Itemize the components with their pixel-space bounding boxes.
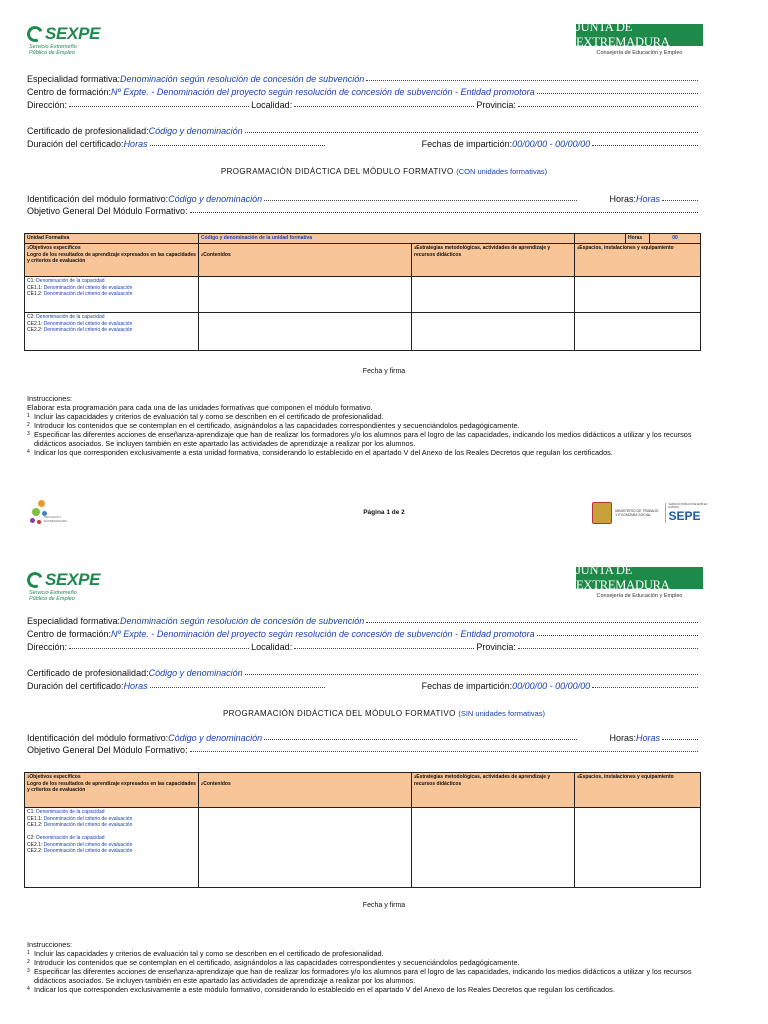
table-header: [25, 244, 701, 277]
objetivo-line: [27, 745, 700, 755]
sexpe-name: SEXPE: [45, 24, 101, 43]
instruccion-text: Incluir las capacidades y criterios de evaluación tal y como se describen en el certificado de profesionalidad.: [34, 412, 384, 421]
col-espacios-header: $^4$Espacios, instalaciones y equipamiento: [575, 244, 701, 277]
col2-title: Contenidos: [203, 251, 231, 258]
col3-title: Estrategias metodológicas, actividades de aprendizaje y recursos didácticos: [414, 245, 551, 258]
capacidad-cell-2[interactable]: [25, 313, 199, 351]
centro-line: [27, 629, 700, 639]
c2-value: Denominación de la capacidad: [36, 314, 105, 320]
objetivo-label: Objetivo General Del Módulo Formativo:: [27, 206, 188, 216]
c2-label: C2:: [27, 314, 37, 320]
duracion-label: Duración del certificado:: [27, 681, 124, 691]
duracion-value[interactable]: Horas: [123, 139, 148, 149]
horas-value[interactable]: Horas: [635, 194, 660, 204]
sexpe-mark-icon: [25, 570, 46, 591]
certificado-line: [27, 668, 700, 678]
especialidad-label: Especialidad formativa:: [27, 616, 121, 626]
c2-label: C2:: [27, 835, 37, 841]
ident-label: Identificación del módulo formativo:: [27, 194, 169, 204]
centro-value[interactable]: Nº Expte. - Denominación del proyecto según resolución de concesión de subvención - Entidad promotora: [111, 629, 535, 639]
horas-label: Horas:: [609, 733, 636, 743]
contenidos-cell[interactable]: [199, 808, 412, 888]
proyecto-label: PROYECTO EXTREMADURA: [44, 515, 68, 523]
ce12-value: Denominación del criterio de evaluación: [43, 822, 133, 828]
col1-title: Objetivos específicos: [29, 245, 81, 251]
instruccion-text: Especificar las diferentes acciones de enseñanza-aprendizaje que han de realizar los formadores y/o los alumnos para el logro de las capacidades, indicando los medios didácticos a utilizar y los recursos didácticos asociados. Se incluyen también en este apartado las actividades de aprendizaje a realizar por los alumnos.: [34, 967, 692, 985]
espacios-cell-2[interactable]: [575, 313, 701, 351]
centro-label: Centro de formación:: [27, 629, 112, 639]
objetivo-label: Objetivo General Del Módulo Formativo:: [27, 745, 188, 755]
centro-label: Centro de formación:: [27, 87, 112, 97]
instrucciones-1: [27, 394, 717, 457]
duracion-line: [27, 681, 700, 691]
localidad-label: Localidad:: [251, 642, 293, 652]
table-row: [25, 808, 701, 888]
sexpe-name: SEXPE: [45, 570, 101, 589]
instruccion-item: 3 Especificar las diferentes acciones de enseñanza-aprendizaje que han de realizar los formadores y/o los alumnos para el logro de las capacidades, indicando los medios didácticos a utilizar y los recursos didácticos asociados. Se incluyen también en este apartado las actividades de aprendizaje a realizar por los alumnos.: [27, 430, 717, 448]
fechas-value[interactable]: 00/00/00 - 00/00/00: [512, 681, 591, 691]
ce22-label: CE2.2:: [27, 327, 44, 333]
especialidad-value[interactable]: Denominación según resolución de concesión de subvención: [120, 74, 365, 84]
uf-value[interactable]: Código y denominación de la unidad formativa: [199, 234, 575, 244]
table-row: [25, 277, 701, 313]
col-contenidos-header: $^2$Contenidos: [199, 244, 412, 277]
instrucciones-title: Instrucciones:: [27, 394, 73, 403]
sexpe-logo: [27, 570, 100, 602]
ce22-value: Denominación del criterio de evaluación: [43, 848, 133, 854]
page1-title-note: (CON unidades formativas): [456, 167, 548, 176]
instruccion-item: 1 Incluir las capacidades y criterios de evaluación tal y como se describen en el certificado de profesionalidad.: [27, 949, 717, 958]
ce12-label: CE1.2:: [27, 291, 44, 297]
certificado-label: Certificado de profesionalidad:: [27, 126, 149, 136]
ce22-value: Denominación del criterio de evaluación: [43, 327, 133, 333]
fechas-label: Fechas de impartición:: [421, 681, 513, 691]
duracion-label: Duración del certificado:: [27, 139, 124, 149]
fechas-label: Fechas de impartición:: [421, 139, 513, 149]
contenidos-cell-2[interactable]: [199, 313, 412, 351]
c1-value: Denominación de la capacidad: [36, 809, 105, 815]
direccion-label: Dirección:: [27, 642, 68, 652]
col4-title: Espacios, instalaciones y equipamiento: [579, 245, 674, 251]
contenidos-cell-1[interactable]: [199, 277, 412, 313]
programacion-table-1: [24, 233, 701, 351]
instruccion-item: 1 Incluir las capacidades y criterios de evaluación tal y como se describen en el certificado de profesionalidad.: [27, 412, 717, 421]
col1-sub: Logro de los resultados de aprendizaje expresados en las capacidades y criterios de evaluación: [27, 780, 196, 793]
ce11-label: CE1.1:: [27, 284, 44, 291]
instruccion-text: Especificar las diferentes acciones de enseñanza-aprendizaje que han de realizar los formadores y/o los alumnos para el logro de las capacidades, indicando los medios didácticos a utilizar y los recursos didácticos asociados. Se incluyen también en este apartado las actividades de aprendizaje a realizar por los alumnos.: [34, 430, 692, 448]
c2-value: Denominación de la capacidad: [36, 835, 105, 841]
sexpe-sub1: Servicio Extremeño: [29, 590, 77, 596]
instruccion-text: Indicar los que corresponden exclusivamente a este módulo formativo, considerando lo establecido en el apartado V del Anexo de los Reales Decretos que regulan los certificados.: [34, 985, 615, 994]
sexpe-logo: [27, 24, 100, 56]
c1-label: C1:: [27, 278, 37, 284]
ce11-value: Denominación del criterio de evaluación: [43, 284, 133, 291]
sepe-sub: SERVICIO PÚBLICO DE EMPLEO ESTATAL: [668, 503, 708, 509]
uf-row: [25, 234, 701, 244]
junta-subtitle: Consejería de Educación y Empleo: [596, 50, 683, 56]
col-estrategias-header: $^3$Estrategias metodológicas, actividades de aprendizaje y recursos didácticos: [412, 773, 575, 808]
estrategias-cell[interactable]: [412, 808, 575, 888]
page2-title: [0, 709, 768, 718]
page1-title: [0, 167, 768, 176]
ce22-label: CE2.2:: [27, 848, 44, 854]
junta-logo: JUNTA DE EXTREMADURA: [576, 567, 703, 589]
direccion-field[interactable]: [69, 100, 249, 107]
col-objetivos-header: $^1$Objetivos específicos Logro de los resultados de aprendizaje expresados en las capacidades y criterios de evaluación: [25, 773, 199, 808]
instruccion-item: 3 Especificar las diferentes acciones de enseñanza-aprendizaje que han de realizar los formadores y/o los alumnos para el logro de las capacidades, indicando los medios didácticos a utilizar y los recursos didácticos asociados. Se incluyen también en este apartado las actividades de aprendizaje a realizar por los alumnos.: [27, 967, 717, 985]
ministerio-sepe-logo: [592, 501, 714, 525]
direccion-line: [27, 100, 700, 110]
instruccion-text: Introducir los contenidos que se contemplan en el certificado, asignándolos a las capacidades correspondientes y secuenciándolos pedagógicamente.: [34, 421, 520, 430]
objetivo-line: [27, 206, 700, 216]
col-estrategias-header: $^3$Estrategias metodológicas, actividades de aprendizaje y recursos didácticos: [412, 244, 575, 277]
especialidad-line: [27, 74, 700, 84]
instruccion-text: Indicar los que corresponden exclusivamente a esta unidad formativa, considerando lo establecido en el apartado V del Anexo de los Reales Decretos que regulan los certificados.: [34, 448, 613, 457]
provincia-field[interactable]: [518, 100, 698, 107]
instruccion-text: Incluir las capacidades y criterios de evaluación tal y como se describen en el certificado de profesionalidad.: [34, 949, 384, 958]
col3-title: Estrategias metodológicas, actividades de aprendizaje y recursos didácticos: [414, 774, 551, 787]
ce11-label: CE1.1:: [27, 815, 44, 822]
centro-value[interactable]: Nº Expte. - Denominación del proyecto según resolución de concesión de subvención - Entidad promotora: [111, 87, 535, 97]
page-2: [0, 540, 768, 1024]
certificado-label: Certificado de profesionalidad:: [27, 668, 149, 678]
instrucciones-intro: Elaborar esta programación para cada una de las unidades formativas que componen el módulo formativo.: [27, 403, 373, 412]
instrucciones-title: Instrucciones:: [27, 940, 73, 949]
ident-value[interactable]: Código y denominación: [168, 733, 263, 743]
certificado-value[interactable]: Código y denominación: [148, 668, 243, 678]
sexpe-sub1: Servicio Extremeño: [29, 44, 77, 50]
programacion-table-2: [24, 772, 701, 888]
junta-subtitle: Consejería de Educación y Empleo: [596, 593, 683, 599]
uf-horas-value[interactable]: 00: [650, 234, 701, 244]
instruccion-item: 4 Indicar los que corresponden exclusivamente a esta unidad formativa, considerando lo establecido en el apartado V del Anexo de los Reales Decretos que regulan los certificados.: [27, 448, 717, 457]
ce12-label: CE1.2:: [27, 822, 44, 828]
duracion-line: [27, 139, 700, 149]
ministerio-label: MINISTERIO DE TRABAJO Y ECONOMÍA SOCIAL: [615, 509, 659, 517]
sexpe-mark-icon: [25, 24, 46, 45]
page-number: Página 1 de 2: [363, 509, 405, 516]
table-header: [25, 773, 701, 808]
instruccion-text: Introducir los contenidos que se contemplan en el certificado, asignándolos a las capacidades correspondientes y secuenciándolos pedagógicamente.: [34, 958, 520, 967]
objetivo-field[interactable]: [190, 745, 698, 752]
ce12-value: Denominación del criterio de evaluación: [43, 291, 133, 297]
uf-horas-label: Horas: [626, 234, 650, 244]
ident-label: Identificación del módulo formativo:: [27, 733, 169, 743]
duracion-value[interactable]: Horas: [123, 681, 148, 691]
objetivo-field[interactable]: [190, 206, 698, 213]
sepe-label: SEPE: [668, 509, 701, 523]
table-row: [25, 313, 701, 351]
col-objetivos-header: $^1$Objetivos específicos Logro de los resultados de aprendizaje expresados en las capacidades y criterios de evaluación: [25, 244, 199, 277]
instrucciones-2: [27, 940, 717, 994]
localidad-label: Localidad:: [251, 100, 293, 110]
ce11-value: Denominación del criterio de evaluación: [43, 815, 133, 822]
direccion-line: [27, 642, 700, 652]
ce21-label: CE2.1:: [27, 841, 44, 848]
junta-logo: JUNTA DE EXTREMADURA: [576, 24, 703, 46]
direccion-label: Dirección:: [27, 100, 68, 110]
direccion-field[interactable]: [69, 642, 249, 649]
horas-value[interactable]: Horas: [635, 733, 660, 743]
instruccion-item: 4 Indicar los que corresponden exclusivamente a este módulo formativo, considerando lo establecido en el apartado V del Anexo de los Reales Decretos que regulan los certificados.: [27, 985, 717, 994]
espacios-cell[interactable]: [575, 808, 701, 888]
page1-title-main: PROGRAMACIÓN DIDÁCTICA DEL MÓDULO FORMATIVO: [220, 167, 457, 176]
ce21-value: Denominación del criterio de evaluación: [43, 841, 133, 848]
capacidades-cell[interactable]: [25, 808, 199, 888]
page2-title-main: PROGRAMACIÓN DIDÁCTICA DEL MÓDULO FORMATIVO: [222, 709, 459, 718]
especialidad-label: Especialidad formativa:: [27, 74, 121, 84]
col-espacios-header: $^4$Espacios, instalaciones y equipamiento: [575, 773, 701, 808]
escudo-icon: [592, 502, 612, 524]
col1-title: Objetivos específicos: [29, 774, 81, 780]
col-contenidos-header: $^2$Contenidos: [199, 773, 412, 808]
fechas-value[interactable]: 00/00/00 - 00/00/00: [512, 139, 591, 149]
localidad-field[interactable]: [294, 642, 474, 649]
col1-sub: Logro de los resultados de aprendizaje expresados en las capacidades y criterios de evaluación: [27, 251, 196, 264]
estrategias-cell-1[interactable]: [412, 277, 575, 313]
certificado-value[interactable]: Código y denominación: [148, 126, 243, 136]
c1-label: C1:: [27, 809, 37, 815]
fecha-firma: Fecha y firma: [362, 368, 406, 375]
ident-line: [27, 733, 700, 743]
provincia-label: Provincia:: [476, 642, 516, 652]
uf-label: Unidad Formativa: [25, 234, 199, 244]
instruccion-item: 2 Introducir los contenidos que se contemplan en el certificado, asignándolos a las capacidades correspondientes y secuenciándolos pedagógicamente.: [27, 958, 717, 967]
capacidad-cell-1[interactable]: [25, 277, 199, 313]
sexpe-sub2: Público de Empleo: [29, 50, 75, 56]
col4-title: Espacios, instalaciones y equipamiento: [579, 774, 674, 780]
horas-label: Horas:: [609, 194, 636, 204]
ce21-value: Denominación del criterio de evaluación: [43, 320, 133, 327]
sexpe-sub2: Público de Empleo: [29, 596, 75, 602]
page2-title-note: (SIN unidades formativas): [458, 709, 546, 718]
especialidad-line: [27, 616, 700, 626]
centro-line: [27, 87, 700, 97]
certificado-line: [27, 126, 700, 136]
provincia-label: Provincia:: [476, 100, 516, 110]
especialidad-value[interactable]: Denominación según resolución de concesión de subvención: [120, 616, 365, 626]
provincia-field[interactable]: [518, 642, 698, 649]
localidad-field[interactable]: [294, 100, 474, 107]
instruccion-item: 2 Introducir los contenidos que se contemplan en el certificado, asignándolos a las capacidades correspondientes y secuenciándolos pedagógicamente.: [27, 421, 717, 430]
fecha-firma: Fecha y firma: [362, 902, 406, 909]
espacios-cell-1[interactable]: [575, 277, 701, 313]
ce21-label: CE2.1:: [27, 320, 44, 327]
estrategias-cell-2[interactable]: [412, 313, 575, 351]
ident-value[interactable]: Código y denominación: [168, 194, 263, 204]
col2-title: Contenidos: [203, 780, 231, 787]
ident-line: [27, 194, 700, 204]
c1-value: Denominación de la capacidad: [36, 278, 105, 284]
